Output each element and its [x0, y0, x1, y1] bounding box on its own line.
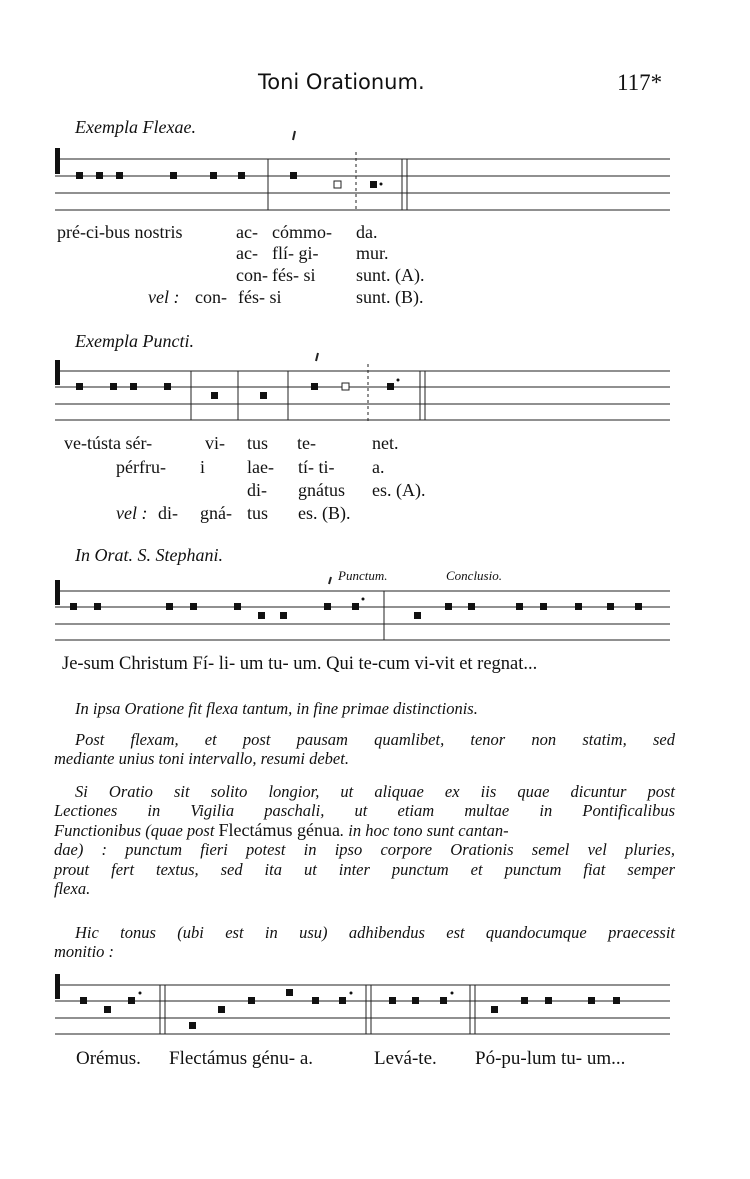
lyric-puncti-1b: vi-	[205, 433, 225, 453]
lyric-flexae-3c: fés- si	[272, 265, 316, 285]
lyric-puncti-1c: tus	[247, 433, 269, 453]
punctum-label: Punctum.	[338, 568, 388, 583]
paragraph-3-line-3	[54, 821, 675, 840]
lyric-flexae-4b: con-	[195, 287, 227, 307]
paragraph-4-line-1: Hic tonus (ubi est in usu) adhibendus est quandocumque praecessit	[75, 923, 675, 942]
page-title: Toni Orationum.	[258, 70, 425, 94]
staff-monitio	[55, 974, 670, 1034]
paragraph-1: In ipsa Oratione fit flexa tantum, in fine primae distinctionis.	[75, 699, 478, 718]
paragraph-3-line-6: flexa.	[54, 879, 91, 899]
lyric-flexae-4d: sunt. (B).	[356, 287, 424, 307]
paragraph-4	[54, 923, 675, 962]
lyric-monitio-3: Levá-te.	[374, 1048, 437, 1069]
paragraph-2-line-1: Post flexam, et post pausam quamlibet, tenor non statim, sed	[75, 730, 675, 749]
lyric-puncti-4b: gná-	[200, 503, 232, 523]
lyric-puncti-3c: di-	[247, 480, 267, 500]
lyric-puncti-4a: di-	[158, 503, 178, 523]
lyric-puncti-3e: es. (A).	[372, 480, 426, 500]
lyric-monitio-4: Pó-pu-lum tu- um...	[475, 1048, 626, 1069]
paragraph-3-line-5: prout fert textus, sed ita ut inter punctum et punctum fiat semper	[54, 859, 675, 879]
paragraph-4-line-2: monitio :	[54, 942, 115, 962]
lyric-puncti-4c: tus	[247, 503, 269, 523]
lyric-monitio-2: Flectámus génu- a.	[169, 1048, 314, 1069]
conclusio-label: Conclusio.	[446, 568, 502, 583]
lyric-flexae-2d: mur.	[356, 243, 389, 263]
section-heading-stephani: In Orat. S. Stephani.	[75, 545, 223, 565]
lyric-monitio-1: Orémus.	[76, 1048, 141, 1069]
vel-label-puncti: vel :	[116, 503, 148, 523]
paragraph-2	[54, 730, 675, 769]
staff-stephani	[55, 577, 670, 640]
lyric-stephani: Je-sum Christum Fí- li- um tu- um. Qui te-cum vi-vit et regnat...	[62, 654, 538, 674]
lyric-puncti-1d: te-	[297, 433, 316, 453]
lyric-flexae-2b: ac-	[236, 243, 258, 263]
lyric-flexae-2c: flí- gi-	[272, 243, 319, 263]
paragraph-3-line-3-post: . in hoc tono sunt cantan-	[340, 820, 509, 840]
lyric-flexae-4c: fés- si	[238, 287, 282, 307]
paragraph-3-line-3-pre: Functionibus (quae post	[54, 820, 219, 840]
section-heading-flexae: Exempla Flexae.	[75, 117, 196, 137]
staff-puncti	[55, 353, 670, 422]
lyric-puncti-2e: a.	[372, 457, 385, 477]
paragraph-3-line-4: dae) : punctum fieri potest in ipso corpore Orationis semel vel pluries,	[54, 840, 675, 860]
paragraph-3-line-2: Lectiones in Vigilia paschali, ut etiam multae in Pontificalibus	[54, 801, 675, 821]
lyric-puncti-2a: pérfru-	[116, 457, 166, 477]
paragraph-3-line-1: Si Oratio sit solito longior, ut aliquae ex iis quae dicuntur post	[75, 782, 675, 801]
flectamus-genua-phrase: Flectámus génua	[218, 819, 340, 840]
vel-label-flexae: vel :	[148, 287, 180, 307]
paragraph-2-line-2: mediante unius toni intervallo, resumi debet.	[54, 749, 349, 769]
lyric-puncti-1a: ve-tústa sér-	[64, 433, 153, 453]
lyric-flexae-1c: cómmo-	[272, 222, 332, 242]
lyric-flexae-3d: sunt. (A).	[356, 265, 425, 285]
staff-flexae	[55, 131, 670, 212]
paragraph-3	[54, 782, 675, 899]
lyric-flexae-1b: ac-	[236, 222, 258, 242]
lyric-puncti-2b: i	[200, 457, 206, 477]
lyric-puncti-2c: lae-	[247, 457, 274, 477]
lyric-puncti-2d: tí- ti-	[298, 457, 335, 477]
lyric-flexae-3b: con-	[236, 265, 268, 285]
lyric-puncti-3d: gnátus	[298, 480, 345, 500]
page-number: 117*	[617, 70, 663, 95]
lyric-flexae-1d: da.	[356, 222, 378, 242]
lyric-flexae-1a: pré-ci-bus nostris	[57, 222, 183, 242]
lyric-puncti-1e: net.	[372, 433, 399, 453]
lyric-puncti-4d: es. (B).	[298, 503, 351, 523]
section-heading-puncti: Exempla Puncti.	[75, 331, 194, 351]
